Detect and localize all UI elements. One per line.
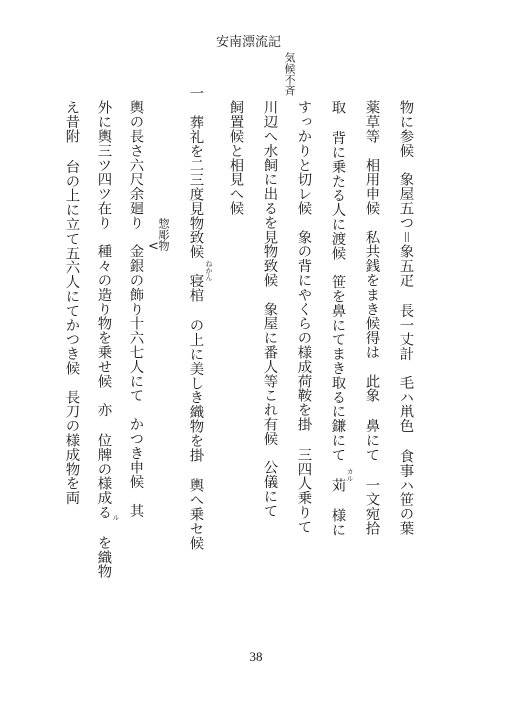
text-line-7: 一 葬礼を二三度見物致候 寝棺 の上に美しき織物を掛 輿へ乗セ候 <box>187 86 204 550</box>
text-line-9: 外に輿三ツ四ツ在り 種々の造り物を乗せ候 亦 位牌の様成る を織物 <box>95 100 112 579</box>
marginal-note: 気候不斉 <box>283 52 296 96</box>
ruby-nekan: ねかん <box>205 260 213 281</box>
text-line-3: 取 背に乗たる人に渡候 笹を鼻にてまき取るに鎌にて 苅 様に <box>329 100 346 537</box>
interlinear-note: 惣彫物 <box>157 218 170 251</box>
insertion-mark: < <box>148 239 159 254</box>
page-number: 38 <box>249 649 263 664</box>
ruby-ru: ル <box>112 514 120 521</box>
text-line-6: 飼置候と相見へ候 <box>227 100 244 216</box>
text-line-8: 輿の長さ六尺余廻り 金銀の飾り十六七人にて かつき申候 其 <box>127 100 144 518</box>
text-line-5: 川辺へ水飼に出るを見物致候 象屋に番人等これ有候 公儀にて <box>261 100 278 518</box>
text-line-4: すっかりと切レ候 象の背にやくらの様成荷鞍を掛 三四人乗りて <box>295 100 312 534</box>
text-line-1: 物に参候 象屋五つ＝象五疋 長一丈計 毛ハ鼡色 食事ハ笹の葉 <box>397 100 414 536</box>
ruby-kari: カル <box>346 468 354 482</box>
text-line-2: 薬草等 相用申候 私共銭をまき候得は 此象 鼻にて 一文宛拾 <box>363 100 380 536</box>
text-line-10: え昔附 台の上に立て五六人にてかつき候 長刀の様成物を両 <box>63 100 80 505</box>
running-header: 安南漂流記 <box>216 35 282 50</box>
